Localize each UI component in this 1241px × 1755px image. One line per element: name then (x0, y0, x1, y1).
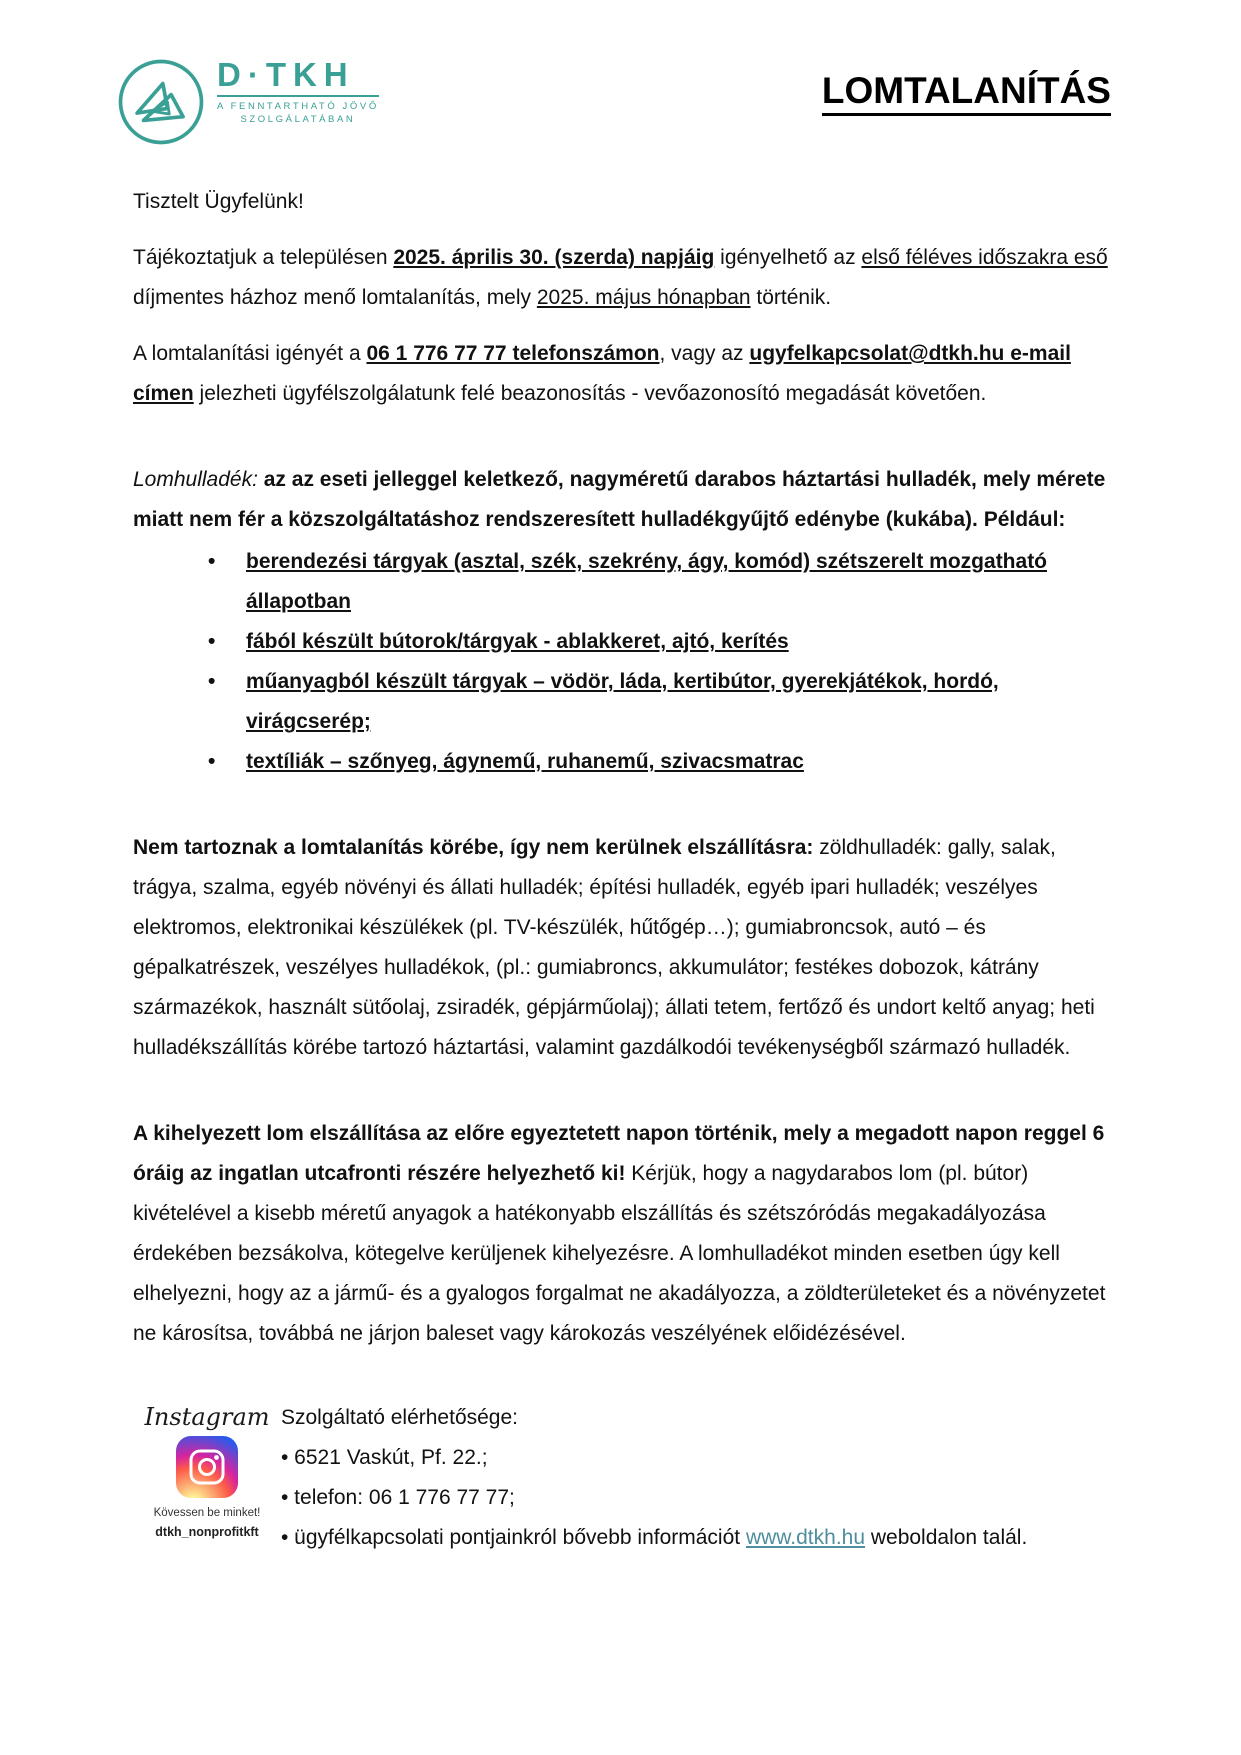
list-item-text: textíliák – szőnyeg, ágynemű, ruhanemű, szivacsmatrac (246, 750, 804, 773)
instagram-handle: dtkh_nonprofitkft (155, 1525, 259, 1539)
logo-tagline (217, 95, 379, 126)
paragraph-deadline (133, 238, 1111, 318)
text-run: • ügyfélkapcsolati pontjainkról bővebb információt (281, 1526, 746, 1549)
text-run: weboldalon talál. (865, 1526, 1028, 1549)
logo-text (217, 56, 379, 126)
exclusions-lead: Nem tartoznak a lomtalanítás körébe, így nem kerülnek elszállításra: (133, 836, 814, 859)
logo-brand-text: D·TKH (217, 56, 355, 93)
contact-phone: • telefon: 06 1 776 77 77; (281, 1486, 515, 1509)
logo-tagline-line1: A FENNTARTHATÓ JÖVŐ (217, 101, 379, 112)
list-item (208, 662, 1111, 742)
document-header (133, 56, 1111, 156)
list-item (208, 542, 1111, 622)
text-run: az az eseti jelleggel keletkező, nagyméretű darabos háztartási hulladék, mely mérete miatt nem fér a közszolgáltatáshoz rendszeresített hulladékgyűjtő edénybe (kukába). Például: (133, 468, 1106, 531)
deadline-date: 2025. április 30. (szerda) napjáig (393, 246, 715, 269)
contact-web-info (281, 1518, 1111, 1558)
lomhulladek-term: Lomhulladék: (133, 468, 258, 491)
email-address: ugyfelkapcsolat@dtkh.hu e-mail címen (133, 342, 1071, 405)
text-run: történik. (750, 286, 832, 309)
list-item (208, 622, 1111, 662)
lom-examples-list (133, 542, 1111, 782)
instagram-icon (176, 1436, 238, 1498)
instagram-block (133, 1398, 281, 1558)
greeting: Tisztelt Ügyfelünk! (133, 190, 304, 213)
collection-month: 2025. május hónapban (536, 286, 751, 309)
text-run: , vagy az (659, 342, 750, 365)
dtkh-logo-icon (115, 56, 207, 148)
text-run: Tájékoztatjuk a településen (133, 246, 394, 269)
list-item-text: fából készült bútorok/tárgyak - ablakkeret, ajtó, kerítés (246, 630, 789, 653)
instagram-wordmark: Instagram (144, 1403, 270, 1431)
paragraph-contact-request (133, 334, 1111, 414)
text-run: zöldhulladék: gally, salak, trágya, szalma, egyéb növényi és állati hulladék; építési hulladék, egyéb ipari hulladék; veszélyes elektromos, elektronikai készülékek (pl. TV-készülék, hűtőgép…); gumiabroncsok, autó – és gépalkatrészek, veszélyes hulladékok, (pl.: gumiabroncs, akkumulátor; festékes dobozok, kátrány származékok, használt sütőolaj, zsiradék, gépjárműolaj); állati tetem, fertőző és undort keltő anyag; heti hulladékszállítás körébe tartozó háztartási, valamint gazdálkodói tevékenységből származó hulladék. (133, 836, 1095, 1059)
page-title-text: LOMTALANÍTÁS (822, 70, 1111, 116)
provider-contact (281, 1398, 1111, 1558)
paragraph-placement-rules (133, 1114, 1111, 1354)
page-title (822, 70, 1111, 116)
paragraph-exclusions (133, 828, 1111, 1068)
instagram-follow-text: Kövessen be minket! (153, 1507, 261, 1519)
text-run: A lomtalanítási igényét a (133, 342, 367, 365)
contact-heading: Szolgáltató elérhetősége: (281, 1406, 518, 1429)
list-item-text: műanyagból készült tárgyak – vödör, láda, kertibútor, gyerekjátékok, hordó, virágcserép; (246, 670, 999, 733)
phone-number: 06 1 776 77 77 telefonszámon (366, 342, 660, 365)
list-item (208, 742, 1111, 782)
paragraph-lomhulladek-definition (133, 460, 1111, 540)
contact-address: • 6521 Vaskút, Pf. 22.; (281, 1446, 488, 1469)
placement-lead: A kihelyezett lom elszállítása az előre egyeztetett napon történik, mely a megadott napon reggel 6 óráig az ingatlan utcafronti részére helyezhető ki! (133, 1122, 1105, 1185)
dtkh-website-link[interactable]: www.dtkh.hu (745, 1526, 866, 1549)
text-run: igényelhető az (714, 246, 862, 269)
first-half-period: első féléves időszakra eső (861, 246, 1108, 269)
document-footer (133, 1398, 1111, 1558)
text-run: jelezheti ügyfélszolgálatunk felé beazonosítás - vevőazonosító megadását követően. (193, 382, 987, 405)
logo-tagline-line2: SZOLGÁLATÁBAN (240, 114, 356, 125)
instagram-camera-glyph (187, 1447, 227, 1487)
dtkh-logo (115, 56, 379, 148)
text-run: Kérjük, hogy a nagydarabos lom (pl. bútor) kivételével a kisebb méretű anyagok a hatékonyabb elszállítás és szétszóródás megakadályozása érdekében bezsákolva, kötegelve kerüljenek kihelyezésre. A lomhulladékot minden esetben úgy kell elhelyezni, hogy az a jármű- és a gyalogos forgalmat ne akadályozza, a zöldterületeket és a növényzetet ne károsítsa, továbbá ne járjon baleset vagy károkozás veszélyének előidézésével. (133, 1162, 1106, 1345)
text-run: díjmentes házhoz menő lomtalanítás, mely (133, 286, 537, 309)
list-item-text: berendezési tárgyak (asztal, szék, szekrény, ágy, komód) szétszerelt mozgatható állapotban (246, 550, 1048, 613)
